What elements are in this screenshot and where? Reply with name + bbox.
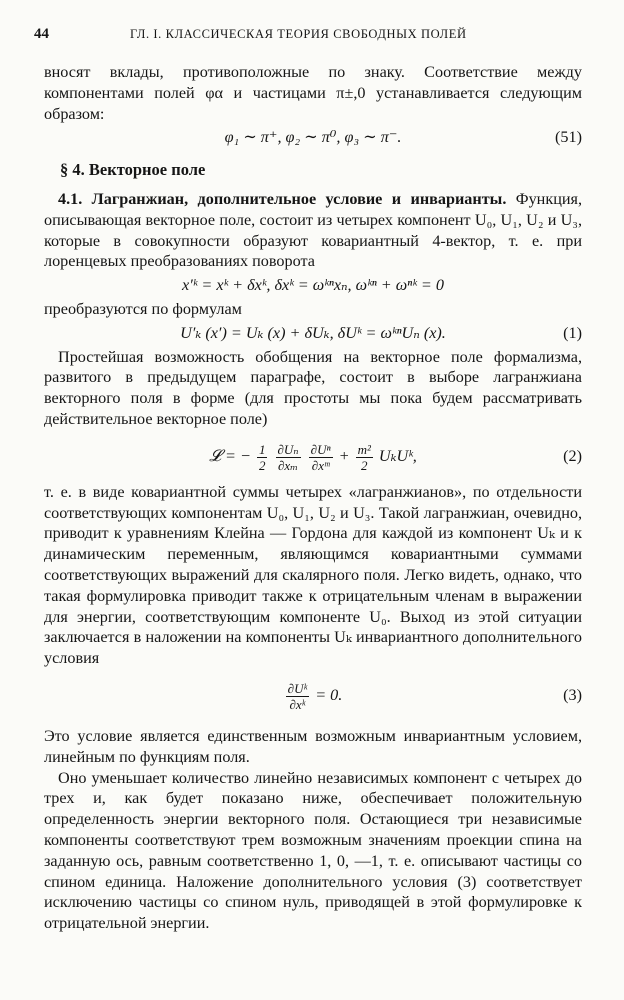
equation-2-plus: + [338,446,350,465]
page-header [34,26,590,48]
equation-1-number: (1) [563,323,582,342]
subsection-heading: 4.1. Лагранжиан, дополнительное условие и инварианты. [58,189,507,208]
paragraph-transform: преобразуются по формулам [44,299,242,318]
equation-51-number: (51) [555,128,582,147]
page-body [44,62,582,934]
paragraph-intro: вносят вклады, противоположные по знаку. Соответствие между компонентами полей φα и частицами π±,0 устанавливается следующим образом: [44,63,582,123]
equation-2-fraction-derivative-upper: $\frac{\text{∂Uⁿ}}{\text{∂xᵐ}}$ [310,441,331,473]
equation-1 [44,323,582,344]
equation-51-body: φ₁ ∼ π⁺, φ₂ ∼ π⁰, φ₃ ∼ π⁻. [224,128,402,147]
equation-1-body: U′ₖ (x′) = Uₖ (x) + δUₖ, δUᵏ = ωᵏⁿUₙ (x). [180,323,446,342]
equation-2-lhs: 𝓛 = − [209,446,251,465]
paragraph-simplest: Простейшая возможность обобщения на векторное поле формализма, развитого в предыдущем параграфе, состоит в выборе лагранжиана векторного поля в форме (для простоты мы пока будем рассматривать действительное векторное поле) [44,347,582,428]
paragraph-4-1-text: Функция, описывающая векторное поле, состоит из четырех компонент U₀, U₁, U₂ и U₃, которые в совокупности образуют ковариантный 4-вектор, т. е. при лоренцевых преобразованиях поворота [44,189,583,271]
section-heading: § 4. Векторное поле [60,160,206,180]
paragraph-klein-gordon: т. е. в виде ковариантной суммы четырех «лагранжианов», по отдельности соответствующих компонентам U₀, U₁, U₂ и U₃. Такой лагранжиан, очевидно, приводит к уравнениям Клейна — Гордона для каждой из компонент Uₖ и к динамическим переменным, являющимся ковариантными суммами соответствующих выражений для скалярного поля. Легко видеть, однако, что такая формулировка приводит также к отрицательным членам в выражении для энергии, соответствующим компоненте U₀. Выход из этой ситуации заключается в наложении на компоненты Uₖ инвариантного дополнительного условия [44,482,582,668]
equation-2-fraction-mass: $\frac{\text{m²}}{2}$ [357,441,371,473]
equation-2-fraction-derivative-lower: $\frac{\text{∂Uₙ}}{\text{∂xₘ}}$ [277,441,299,473]
paragraph-unique-condition: Это условие является единственным возможным инвариантным условием, линейным по функциям поля. [44,726,582,766]
running-title: ГЛ. I. КЛАССИЧЕСКАЯ ТЕОРИЯ СВОБОДНЫХ ПОЛЕЙ [130,27,467,41]
equation-2 [44,433,582,479]
equation-2-number: (2) [563,446,582,465]
equation-lorentz-body: x′ᵏ = xᵏ + δxᵏ, δxᵏ = ωᵏⁿxₙ, ωᵏⁿ + ωⁿᵏ = 0 [182,276,444,295]
paragraph-4-1 [44,189,582,272]
equation-2-rhs: UₖUᵏ, [378,446,417,465]
equation-3-number: (3) [563,685,582,704]
page-number: 44 [34,26,49,42]
equation-3 [44,672,582,718]
equation-lorentz [44,275,582,296]
equation-3-rhs: = 0. [315,685,343,704]
equation-3-fraction: $\frac{\text{∂Uᵏ}}{\text{∂xᵏ}}$ [287,680,308,712]
equation-2-fraction-half: $\frac{1}{2}$ [258,441,266,473]
paragraph-reduce: Оно уменьшает количество линейно независимых компонент с четырех до трех и, как будет показано ниже, обеспечивает положительную определенность энергии векторного поля. Остающиеся три независимые компоненты соответствуют трем возможным значениям проекции спина на заданную ось, равным соответственно 1, 0, —1, т. е. описывают частицы со спином единица. Наложение дополнительного условия (3) соответствует исключению частицы со спином нуль, приводящей в этой формулировке к отрицательной энергии. [44,768,582,933]
equation-51 [44,127,582,148]
